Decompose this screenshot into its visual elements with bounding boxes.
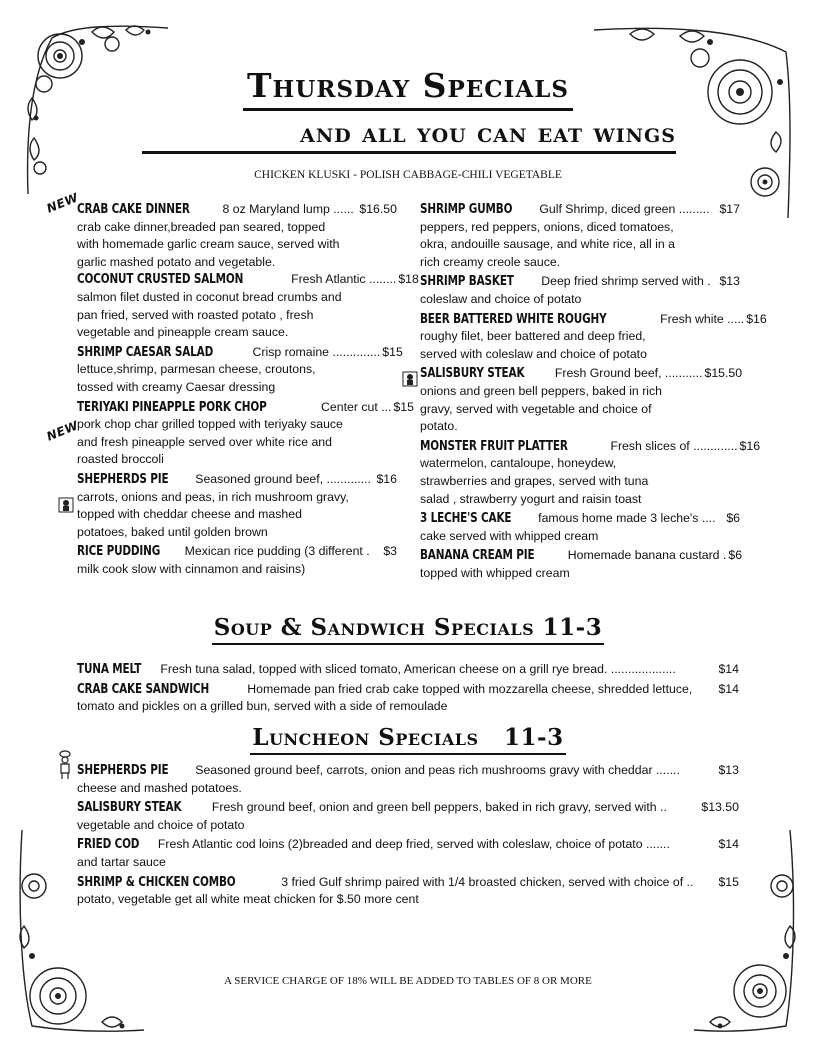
menu-item bbox=[77, 399, 414, 469]
menu-item bbox=[77, 661, 739, 679]
menu-item-desc: Fresh Atlantic cod loins (2)breaded and deep fried, served with coleslaw, choice of potato ....... bbox=[157, 837, 670, 852]
menu-item-desc: Mexican rice pudding (3 different . bbox=[184, 544, 370, 559]
menu-item-name: COCONUT CRUSTED SALMON bbox=[77, 272, 244, 288]
menu-item-detail: onions and green bell peppers, baked in rich gravy, served with vegetable and choice of potato. bbox=[420, 383, 663, 434]
menu-item-price: $15 bbox=[393, 399, 414, 414]
menu-item-desc: Deep fried shrimp served with . bbox=[541, 274, 711, 289]
soup-sandwich-heading: Soup & Sandwich Specials 11-3 bbox=[0, 614, 816, 641]
menu-item-desc: Homemade pan fried crab cake topped with mozzarella cheese, shredded lettuce, bbox=[247, 681, 693, 696]
menu-item-detail: roughy filet, beer battered and deep fried, served with coleslaw and choice of potato bbox=[420, 329, 647, 361]
menu-item-desc: Fresh Atlantic ........ bbox=[291, 272, 397, 287]
menu-item-price: $16 bbox=[739, 438, 761, 453]
chef-icon bbox=[402, 371, 418, 387]
menu-item-detail: potato, vegetable get all white meat chicken for $.50 more cent bbox=[77, 892, 419, 907]
menu-item-detail: crab cake dinner,breaded pan seared, topped with homemade garlic cream sauce, served with garlic mashed potato and vegetable. bbox=[77, 219, 340, 269]
menu-item-desc: 3 fried Gulf shrimp paired with 1/4 broasted chicken, served with choice of .. bbox=[281, 874, 694, 889]
menu-item bbox=[77, 762, 739, 797]
menu-item-price: $14 bbox=[718, 681, 739, 696]
menu-item-price: $17 bbox=[719, 202, 740, 216]
menu-item-price: $13.50 bbox=[701, 800, 739, 815]
menu-item-name: SHRIMP GUMBO bbox=[420, 202, 513, 217]
luncheon-heading: Luncheon Specials 11-3 bbox=[0, 724, 816, 751]
menu-item-desc: Fresh tuna salad, topped with sliced tomato, American cheese on a grill rye bread. ................... bbox=[160, 662, 676, 676]
menu-item-detail: cheese and mashed potatoes. bbox=[77, 780, 242, 795]
menu-item-desc: famous home made 3 leche's .... bbox=[538, 511, 716, 526]
menu-item-detail: carrots, onions and peas, in rich mushroom gravy, topped with cheddar cheese and mashed potatoes, baked until golden brown bbox=[77, 489, 349, 539]
menu-item-name: CRAB CAKE SANDWICH bbox=[77, 681, 210, 697]
menu-item-name: TUNA MELT bbox=[77, 662, 142, 677]
menu-item bbox=[420, 201, 740, 271]
menu-item-price: $13 bbox=[719, 274, 740, 289]
menu-item-desc: Center cut ... bbox=[321, 399, 392, 414]
menu-item-price: $15 bbox=[718, 874, 739, 889]
menu-item-name: 3 LECHE'S CAKE bbox=[420, 511, 512, 527]
menu-item-name: TERIYAKI PINEAPPLE PORK CHOP bbox=[77, 399, 267, 415]
menu-item bbox=[420, 365, 743, 435]
menu-item-price: $15 bbox=[382, 344, 403, 359]
menu-item-price: $18 bbox=[398, 272, 419, 287]
menu-item-name: BEER BATTERED WHITE ROUGHY bbox=[420, 311, 607, 327]
menu-item-price: $13 bbox=[718, 763, 739, 777]
menu-item-detail: topped with whipped cream bbox=[420, 565, 570, 580]
menu-item-name: SHEPHERDS PIE bbox=[77, 471, 169, 487]
menu-item-desc: Crisp romaine .............. bbox=[252, 344, 381, 359]
menu-item bbox=[420, 273, 740, 308]
menu-item-name: SALISBURY STEAK bbox=[420, 366, 525, 382]
new-badge: NEW bbox=[44, 190, 81, 216]
menu-item-desc: 8 oz Maryland lump ...... bbox=[222, 202, 354, 216]
menu-item bbox=[420, 311, 767, 364]
menu-item-desc: Fresh Ground beef, ........... bbox=[554, 366, 703, 381]
menu-item bbox=[420, 438, 761, 508]
menu-item bbox=[77, 271, 419, 341]
menu-item-price: $14 bbox=[718, 837, 739, 852]
menu-item-price: $14 bbox=[718, 662, 739, 676]
menu-item-desc: Fresh white ..... bbox=[660, 311, 745, 326]
menu-item bbox=[77, 344, 403, 397]
menu-item-price: $6 bbox=[726, 511, 740, 526]
menu-item-detail: coleslaw and choice of potato bbox=[420, 291, 582, 306]
menu-item-name: SHRIMP BASKET bbox=[420, 274, 514, 290]
menu-item-detail: vegetable and choice of potato bbox=[77, 817, 245, 832]
menu-item-detail: and tartar sauce bbox=[77, 854, 166, 869]
menu-item-detail: salmon filet dusted in coconut bread crumbs and pan fried, served with roasted potato , fresh vegetable and pineapple cream sauce. bbox=[77, 289, 342, 340]
luncheon-list bbox=[77, 762, 739, 911]
menu-item bbox=[420, 547, 743, 582]
menu-item-desc: Gulf Shrimp, diced green ......... bbox=[539, 202, 710, 216]
menu-item bbox=[77, 471, 397, 541]
right-menu-column bbox=[420, 201, 767, 584]
page-subtitle: and all you can eat wings bbox=[142, 118, 676, 154]
menu-item bbox=[77, 874, 739, 909]
menu-item-name: MONSTER FRUIT PLATTER bbox=[420, 438, 568, 454]
menu-item-detail: lettuce,shrimp, parmesan cheese, croutons, tossed with creamy Caesar dressing bbox=[77, 362, 316, 394]
page-title: Thursday Specials bbox=[0, 66, 816, 105]
menu-item bbox=[77, 836, 739, 871]
menu-item-desc: Seasoned ground beef, carrots, onion and peas rich mushrooms gravy with cheddar ....... bbox=[195, 763, 680, 777]
chef-icon bbox=[58, 497, 74, 513]
sides-line: CHICKEN KLUSKI - POLISH CABBAGE-CHILI VEGETABLE bbox=[254, 169, 562, 181]
menu-item-name: FRIED COD bbox=[77, 837, 140, 853]
menu-item-name: SHEPHERDS PIE bbox=[77, 763, 169, 778]
menu-item-desc: Fresh ground beef, onion and green bell peppers, baked in rich gravy, served with .. bbox=[211, 800, 667, 815]
menu-item bbox=[420, 510, 740, 545]
menu-item-name: RICE PUDDING bbox=[77, 544, 161, 560]
service-charge-note: A SERVICE CHARGE OF 18% WILL BE ADDED TO TABLES OF 8 OR MORE bbox=[224, 975, 592, 987]
new-badge: NEW bbox=[44, 418, 81, 444]
menu-item-price: $16 bbox=[746, 311, 767, 326]
menu-item-detail: peppers, red peppers, onions, diced tomatoes, okra, andouille sausage, and white rice, all in a rich creamy creole sauce. bbox=[420, 219, 675, 269]
left-menu-column bbox=[77, 201, 419, 580]
menu-item-detail: pork chop char grilled topped with teriyaky sauce and fresh pineapple served over white rice and roasted broccoli bbox=[77, 417, 343, 467]
menu-item-name: SHRIMP CAESAR SALAD bbox=[77, 344, 214, 360]
menu-item-price: $3 bbox=[383, 544, 397, 559]
menu-item-desc: Seasoned ground beef, ............. bbox=[195, 471, 371, 486]
menu-item-detail: cake served with whipped cream bbox=[420, 528, 599, 543]
menu-item-detail: tomato and pickles on a grilled bun, served with a side of remoulade bbox=[77, 699, 448, 714]
menu-item-price: $6 bbox=[728, 548, 743, 563]
menu-item-detail: milk cook slow with cinnamon and raisins) bbox=[77, 561, 306, 576]
menu-item-name: SALISBURY STEAK bbox=[77, 800, 182, 816]
menu-item bbox=[77, 543, 397, 578]
menu-item-price: $15.50 bbox=[704, 366, 743, 381]
menu-item-detail: watermelon, cantaloupe, honeydew, strawberries and grapes, served with tuna salad , strawberry yogurt and raisin toast bbox=[420, 456, 649, 506]
menu-item-name: CRAB CAKE DINNER bbox=[77, 202, 190, 217]
chef-figure-icon bbox=[56, 750, 74, 780]
menu-item-price: $16.50 bbox=[359, 202, 397, 216]
soup-sandwich-list bbox=[77, 661, 739, 718]
menu-item-name: SHRIMP & CHICKEN COMBO bbox=[77, 874, 236, 890]
menu-item bbox=[77, 201, 397, 271]
menu-item-price: $16 bbox=[376, 471, 397, 486]
menu-item bbox=[77, 799, 739, 834]
menu-item bbox=[77, 681, 739, 716]
menu-item-name: BANANA CREAM PIE bbox=[420, 548, 535, 564]
menu-item-desc: Homemade banana custard . bbox=[567, 548, 727, 563]
menu-item-desc: Fresh slices of ............. bbox=[610, 438, 738, 453]
